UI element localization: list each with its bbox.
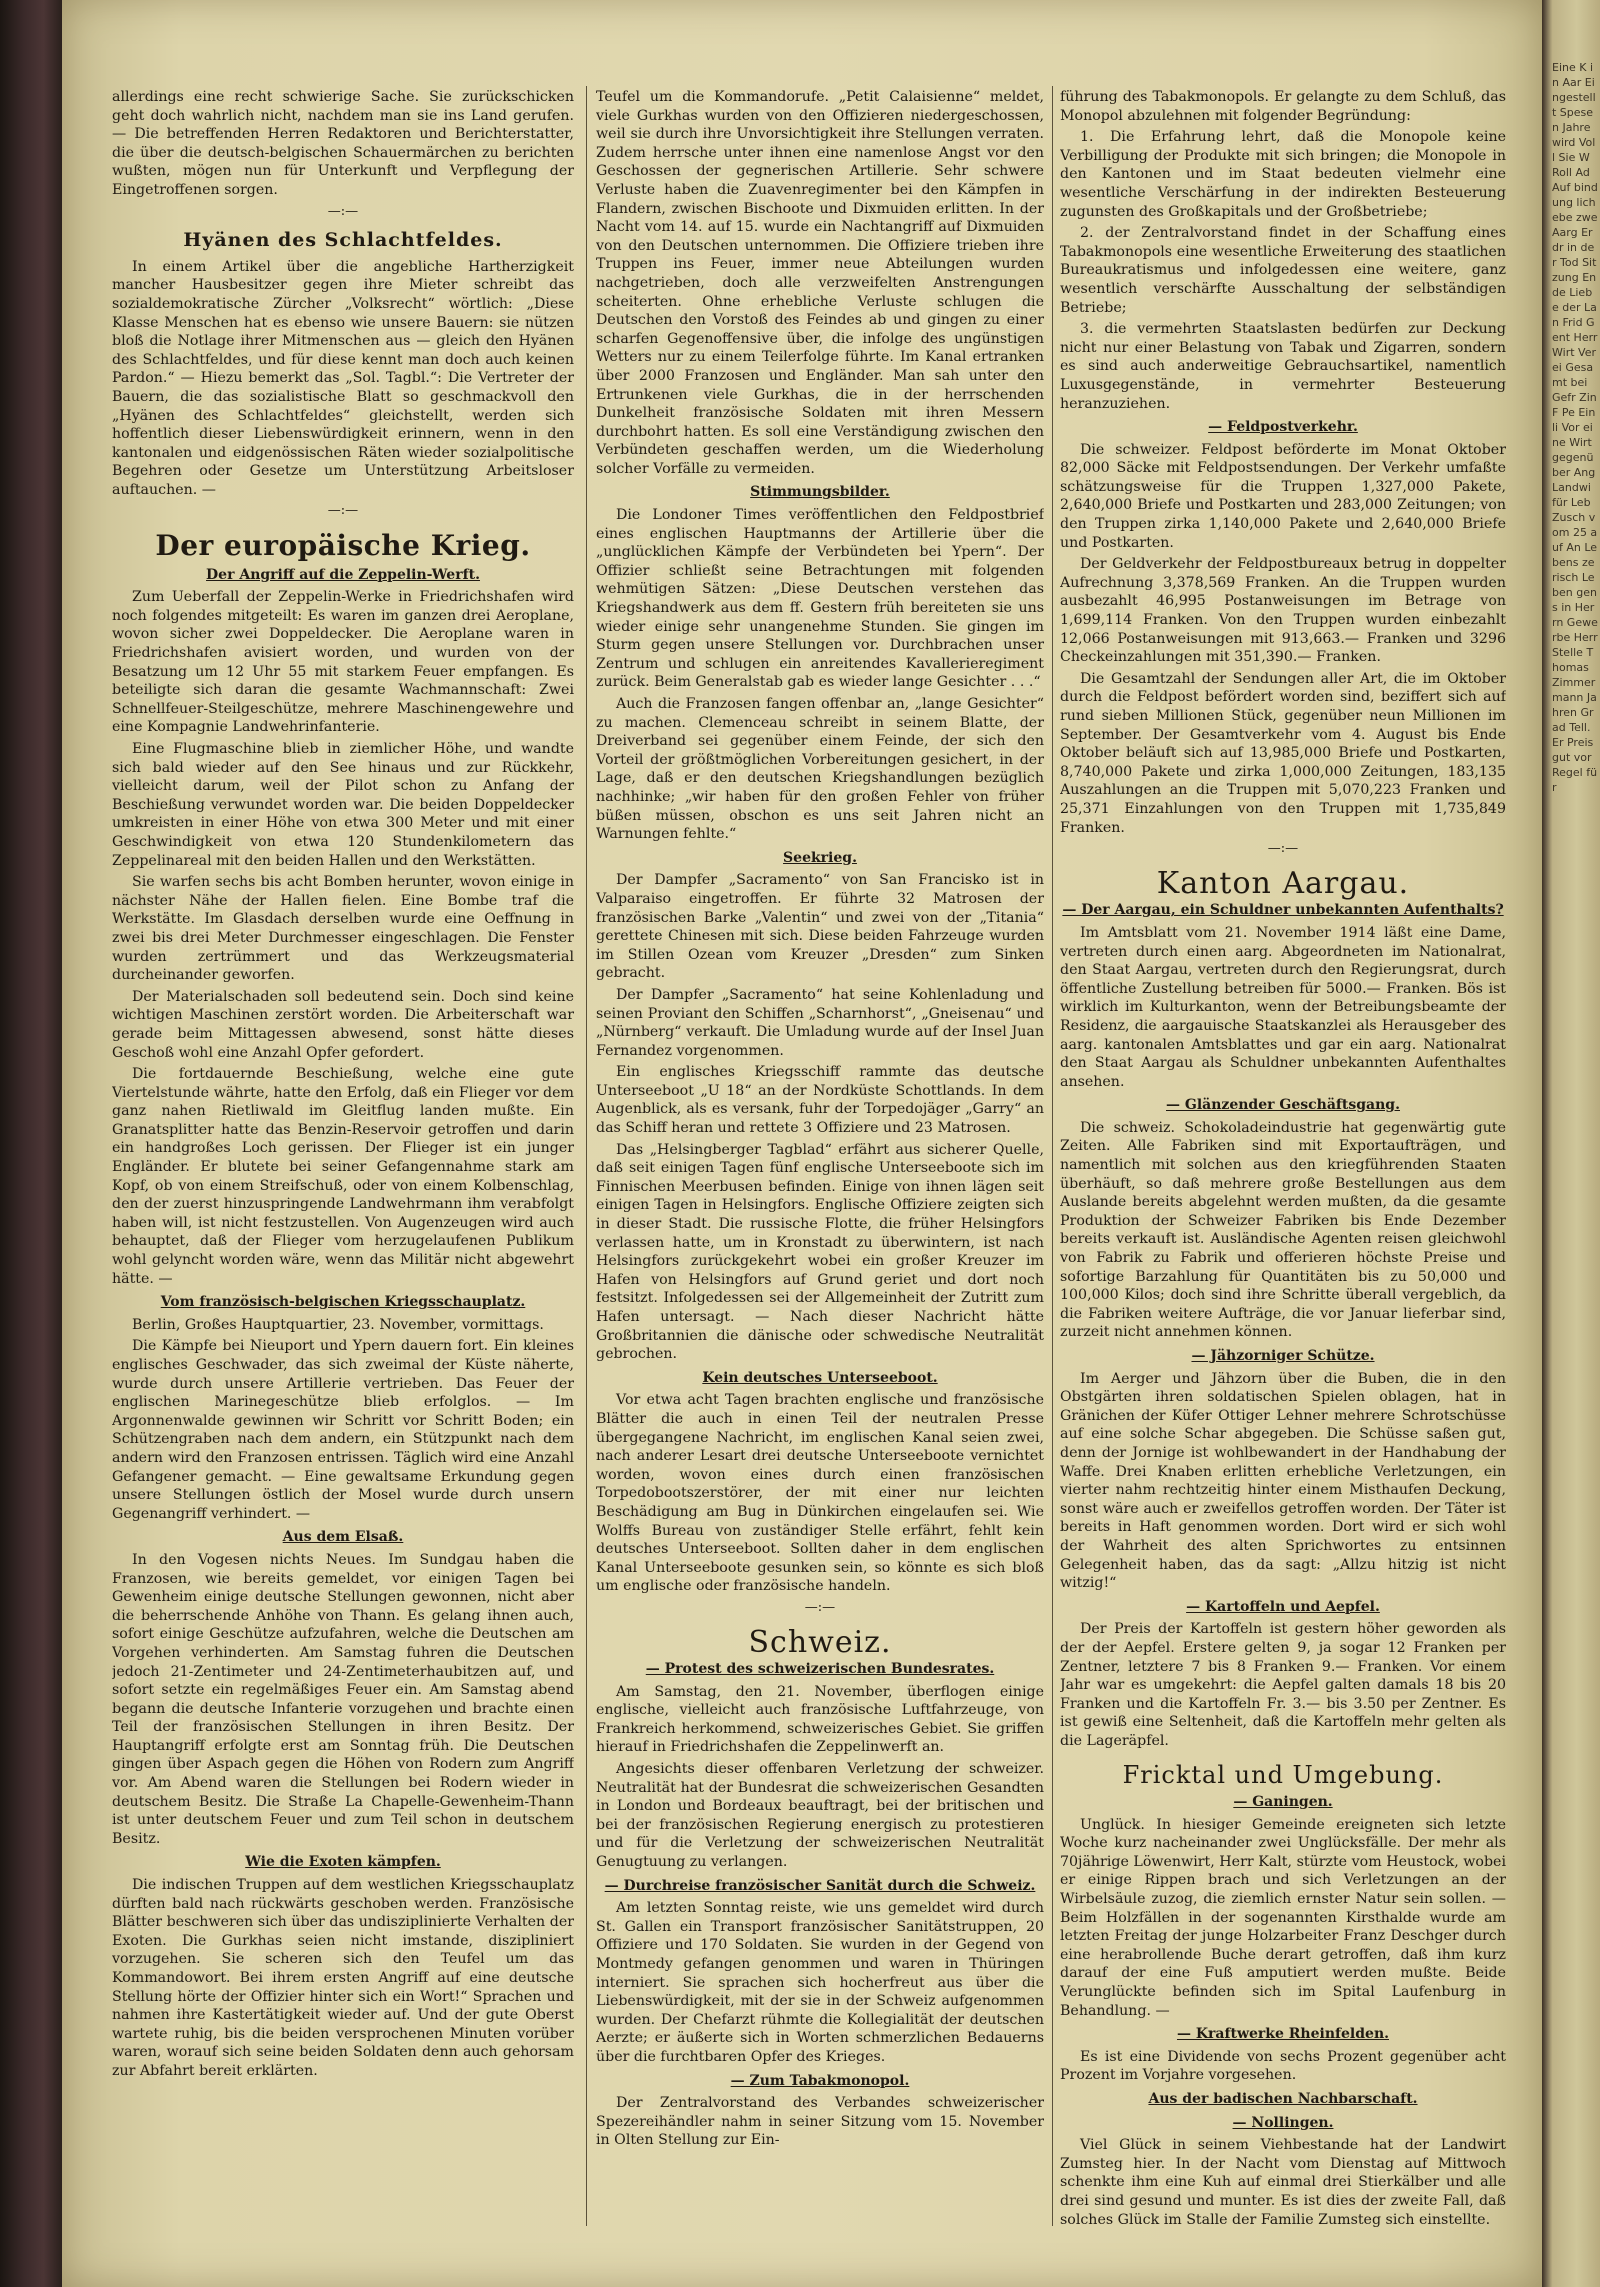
subheadline-elsass: Aus dem Elsaß. — [282, 1529, 404, 1546]
subheadline-baden: Aus der badischen Nachbarschaft. — [1148, 2090, 1418, 2107]
subheadline-kein-unterseeboot: Kein deutsches Unterseeboot. — [702, 1369, 938, 1386]
article-text: Das „Helsingberger Tagblad“ erfährt aus sicherer Quelle, daß seit einigen Tagen fünf englische Unterseeboote sich im Finnischen Meerbusen befinden. Einige von ihnen lägen seit einigen Tagen in Helsingfors. Englische Offiziere zeigten sich in dieser Stadt. Die russische Flotte, die früher Helsingfors verlassen hatte, um in Kronstadt zu überwintern, ist nach Helsingfors zurückgekehrt wobei ein großer Kreuzer im Hafen von Helsingfors auf Grund geriet und dort noch festsitzt. Infolgedessen sei der Allgemeinheit der Zutritt zum Hafen untersagt. — Nach dieser Nachricht hätte Großbritannien die dänische oder schwedische Neutralität gebrochen. — [596, 1141, 1044, 1363]
article-text: Die fortdauernde Beschießung, welche eine gute Viertelstunde währte, hatte den Erfolg, daß ein Flieger vor dem ganz nahen Rietliwald im Gleitflug landen mußte. Ein Granatsplitter hatte das Benzin-Reservoir getroffen und darin ein handgroßes Loch gerissen. Der Flieger ist ein junger Engländer. Er blutete bei seiner Gefangennahme stark am Kopf, ob von einem Streifschuß, oder von einem Kolbenschlag, den der zuerst hinzuspringende Landwehrmann ihm verabfolgt haben will, ist nicht festzustellen. Von Augenzeugen wird auch behauptet, daß der Flieger vom herzugelaufenen Publikum wohl gelyncht worden wäre, wenn das Militär nicht abgewehrt hätte. — — [112, 1066, 574, 1287]
article-text: Der Materialschaden soll bedeutend sein. Doch sind keine wichtigen Maschinen zerstört worden. Die Arbeiterschaft war gerade beim Mittagessen abwesend, sonst hätte dieses Geschoß wohl eine Anzahl Opfer gefordert. — [112, 988, 574, 1061]
section-separator: —:— — [327, 203, 359, 219]
book-binding-edge — [0, 0, 62, 2287]
article-text: In den Vogesen nichts Neues. Im Sundgau haben die Franzosen, wie bereits gemeldet, vor einigen Tagen bei Gewenheim einige deutsche Stellungen gewonnen, nicht aber die beherrschende Anhöhe von Thann. Es gelang ihnen auch, sofort einige Geschütze aufzufahren, welche die Deutschen am Vorgehen verhinderten. Am Samstag fuhren die Deutschen jedoch 21-Zentimeter und 24-Zentimeterhaubitzen auf, und sofort setzte ein regelmäßiges Feuer ein. Am Samstag abend begann die deutsche Infanterie vorzugehen und brachte einen Teil der französischen Stellungen in ihren Besitz. Der Hauptangriff erfolgte erst am Sonntag früh. Die Deutschen gingen über Aspach gegen die Höhen von Rodern zum Angriff vor. Am Abend waren die Stellungen bei Rodern wieder in deutschem Besitz. Die Straße La Chapelle-Gewenheim-Thann ist unter deutschem Feuer und zum Teil schon in deutschem Besitz. — [112, 1551, 574, 1847]
article-text: Eine Flugmaschine blieb in ziemlicher Höhe, und wandte sich bald wieder auf den See hinaus und zur Rückkehr, vielleicht darum, weil der Pilot schon zu Anfang der Beschießung verwundet worden war. Die beiden Doppeldecker umkreisten in einer Höhe von etwa 300 Meter und mit einer Geschwindigkeit von etwa 120 Stundenkilometern das Zeppelinareal mit den beiden Hallen und den Werkstätten. — [112, 741, 574, 869]
headline-fricktal: Fricktal und Umgebung. — [1122, 1761, 1444, 1790]
article-text: Im Aerger und Jähzorn über die Buben, die in den Obstgärten ihren soldatischen Spielen oblagen, hat in Gränichen der Küfer Ottiger Lehner mehrere Schrotschüsse auf eine solche Schar abgegeben. Die Schüsse saßen gut, denn der Jornige ist wohlbewandert in der Handhabung der Waffe. Drei Knaben erlitten erhebliche Verletzungen, ein vierter nahm rechtzeitig hinter einem Misthaufen Deckung, sonst wäre auch er zweifellos getroffen worden. Der Täter ist bereits in Haft genommen worden. Dort wird er sich wohl der Wahrheit des alten Sprichwortes zu entsinnen Gelegenheit haben, das da sagt: „Allzu hitzig ist nicht witzig!“ — [1060, 1370, 1506, 1592]
article-text: Die Londoner Times veröffentlichen den Feldpostbrief eines englischen Hauptmanns der Artillerie über die „unglücklichen Kämpfe der Verbündeten bei Ypern“. Der Offizier schließt seine Betrachtungen mit folgenden wehmütigen Sätzen: „Diese Deutschen verstehen das Kriegshandwerk aus dem ff. Gestern früh bereiteten sie uns wieder einige sehr unangenehme Stunden. Sie gingen im Sturm gegen unsere Stellungen vor. Durchbrachen unser Zentrum und schlugen ein anreitendes Kavallerieregiment zurück. Beim Generalstab gab es wieder lange Gesichter . . .“ — [596, 507, 1044, 691]
article-text: Viel Glück in seinem Viehbestande hat der Landwirt Zumsteg hier. In der Nacht vom Dienstag auf Mittwoch schenkte ihm eine Kuh auf einmal drei Stierkälber und alle drei sind gesund und munter. Es ist dies der zweite Fall, daß solches Glück im Stalle der Familie Zumsteg sich einstellte. — [1060, 2137, 1506, 2228]
section-separator: —:— — [804, 1599, 836, 1615]
article-text: Vor etwa acht Tagen brachten englische und französische Blätter die auch in einen Teil der neutralen Presse übergegangene Nachricht, im englischen Kanal seien zwei, nach anderer Lesart drei deutsche Unterseeboote vernichtet worden, wovon eines durch einen französischen Torpedobootszerstörer, der mit einer nur leichten Beschädigung am Bug in Dünkirchen eingelaufen sei. Wie Wolffs Bureau von zuständiger Stelle erfährt, fehlt kein deutsches Unterseeboot. Sollten daher in dem englischen Kanal Unterseeboote gesunken sein, so könnte es sich bloß um englische oder französische handeln. — [596, 1392, 1044, 1595]
headline-schweiz: Schweiz. — [748, 1624, 892, 1660]
article-text: Der Preis der Kartoffeln ist gestern höher geworden als der der Aepfel. Erstere gelten 9, ja sogar 12 Franken per Zentner, letztere 7 bis 8 Franken 9.— Franken. Vor einem Jahr war es umgekehrt: die Aepfel galten damals 18 bis 20 Franken und die Kartoffeln Fr. 3.— bis 3.50 per Zentner. Es ist gewiß eine Seltenheit, daß die Kartoffeln mehr gelten als die Lageräpfel. — [1060, 1621, 1506, 1749]
section-separator: —:— — [327, 503, 359, 519]
subheadline-nollingen: — Nollingen. — [1232, 2114, 1334, 2131]
section-separator: —:— — [1267, 841, 1299, 857]
article-text: Der Zentralvorstand des Verbandes schweizerischer Spezereihändler nahm in seiner Sitzung vom 15. November in Olten Stellung zur Ein- — [596, 2095, 1044, 2149]
subheadline-exoten: Wie die Exoten kämpfen. — [245, 1854, 441, 1871]
column-rule — [586, 86, 587, 2226]
subheadline-geschaeftsgang: — Glänzender Geschäftsgang. — [1166, 1097, 1400, 1114]
article-text: Angesichts dieser offenbaren Verletzung der schweizer. Neutralität hat der Bundesrat die schweizerischen Gesandten in London und Bordeaux beauftragt, bei der britischen und bei der französischen Regierung energisch zu protestieren und für die Verletzung der schweizerischen Neutralität Genugtuung zu verlangen. — [596, 1761, 1044, 1871]
article-text: Der Dampfer „Sacramento“ von San Francisko ist in Valparaiso eingetroffen. Er führte 32 Matrosen der französischen Barke „Valentin“ und zwei von der „Titania“ gerettete Chinesen mit sich. Diese beiden Fahrzeuge wurden im Stillen Ozean vom Kreuzer „Dresden“ zum Sinken gebracht. — [596, 872, 1044, 982]
article-text: In einem Artikel über die angebliche Hartherzigkeit mancher Hausbesitzer gegen ihre Mieter schreibt das sozialdemokratische Zürcher „Volksrecht“ wörtlich: „Diese Klasse Menschen hat es ebenso wie unsere Bauern: sie nützen bloß die Notlage ihrer Mitmenschen aus — gleich den Hyänen des Schlachtfeldes, und für diese kennt man doch auch keinen Pardon.“ — Hiezu bemerkt das „Sol. Tagbl.“: Die Vertreter der Bauern, die das sozialistische Blatt so geschmackvoll den „Hyänen des Schlachtfeldes“ gleichstellt, werden sich hoffentlich dieser Liebenswürdigkeit erinnern, wenn in den kantonalen und eidgenössischen Räten wieder sozialpolitische Begehren oder Gesetze um Unterstützung Arbeitsloser auftauchen. — — [112, 258, 574, 498]
subheadline-schuldner: — Der Aargau, ein Schuldner unbekannten Aufenthalts? — [1062, 902, 1504, 919]
headline-krieg: Der europäische Krieg. — [155, 529, 531, 563]
article-text: Der Geldverkehr der Feldpostbureaux betrug in doppelter Aufrechnung 3,378,569 Franken. An die Truppen wurden ausbezahlt 46,995 Postanweisungen im Betrage von 1,699,114 Franken. Von den Truppen wurden einbezahlt 12,066 Postanweisungen mit 913,663.— Franken und 3296 Checkeinzahlungen mit 351,390.— Franken. — [1060, 556, 1506, 666]
adjacent-page-text: Eine K in Aar Eingestellt Spesen Jahre wird Voll Sie W Roll Ad Auf bindung lich ebe zwe Aarg Erdr in der Tod Sitzung Ende Liebe der Lan Frid Gent Herr Wirt Verei Gesamt bei Gefr Zin F Pe Einli Vor eine Wirt gegenüber Ang Landwi für Leb Zusch vom 25 auf An Lebens zerisch Leben gens in Herrn Gewerbe Herr Stelle Thomas Zimmermann Jahren Grad Tell. Er Preis gut vor Regel für — [1552, 61, 1598, 794]
subheadline-stimmungsbilder: Stimmungsbilder. — [750, 484, 890, 501]
column-rule — [1052, 86, 1053, 2226]
subheadline-schuetze: — Jähzorniger Schütze. — [1191, 1348, 1375, 1364]
article-text: Teufel um die Kommandorufe. „Petit Calaisienne“ meldet, viele Gurkhas wurden von den Offizieren niedergeschossen, weil sie durch ihre Unvorsichtigkeit ihre Stellungen verraten. Zudem herrsche unter ihnen eine namenlose Angst vor den Geschossen der gegnerischen Artillerie. Sehr schwere Verluste haben die Zuavenregimenter bei den Kämpfen in Flandern, zwischen Bischoote und Dixmuiden erlitten. In der Nacht vom 14. auf 15. wurde ein Nachtangriff auf Dixmuiden von den Deutschen unternommen. Die Offiziere trieben ihre Truppen ins Feuer, immer neue Abteilungen wurden nachgetrieben, doch alle verzweifelten Anstrengungen scheiterten. Ohne erhebliche Verluste schlugen die Deutschen den Vorstoß des Feindes ab und gingen zu einer scharfen Gegenoffensive über, die infolge des ungünstigen Wetters nur zu einem Teilerfolge führte. Im Kanal ertranken über 2000 Franzosen und Engländer. Man sah unter den Ertrunkenen viele Gurkhas, die in der herrschenden Dunkelheit französische Soldaten mit ihren Messern durchbohrt hatten. Es soll eine Verständigung zwischen den Verbündeten geschaffen werden, um die Wiederholung solcher Vorfälle zu vermeiden. — [596, 89, 1044, 477]
article-text: Der Dampfer „Sacramento“ hat seine Kohlenladung und seinen Proviant den Schiffen „Scharnhorst“, „Gneisenau“ und „Nürnberg“ verkauft. Die Umladung wurde auf der Insel Juan Fernandez vorgenommen. — [596, 986, 1044, 1059]
article-text: Unglück. In hiesiger Gemeinde ereigneten sich letzte Woche kurz nacheinander zwei Unglücksfälle. Der mehr als 70jährige Löwenwirt, Herr Kalt, stürzte vom Heustock, wobei er einige Rippen brach und sich Verletzungen an der Wirbelsäule zuzog, die ziemlich ernster Natur sein sollen. — Beim Holzfällen in der sogenannten Kirsthalde wurde am letzten Freitag der junge Holzarbeiter Franz Deschger durch eine herabrollende Buche derart getroffen, daß ihm kurz darauf der eine Fuß amputiert werden mußte. Beide Verunglückte befinden sich im Spital Laufenburg in Behandlung. — — [1060, 1816, 1506, 2019]
article-text: Im Amtsblatt vom 21. November 1914 läßt eine Dame, vertreten durch einen aarg. Abgeordneten im Nationalrat, den Staat Aargau, vertreten durch den Regierungsrat, durch öffentliche Zustellung betreiben für 5000.— Franken. Bös ist wirklich im Kulturkanton, wenn der Betreibungsbeamte der Residenz, die aargauische Staatskanzlei als Herausgeber des aarg. kantonalen Amtsblattes und gar ein aarg. Nationalrat den Staat Aargau als Schuldner unbekannten Aufenthaltes ansehen. — [1060, 924, 1506, 1090]
subheadline-zeppelin: Der Angriff auf die Zeppelin-Werft. — [206, 566, 480, 583]
article-text: allerdings eine recht schwierige Sache. Sie zurückschicken geht doch wahrlich nicht, nachdem man sie ins Land gerufen. — Die betreffenden Herren Redaktoren und Berichterstatter, die über die deutsch-belgischen Schauermärchen zu berichten wußten, mögen nun für Unterkunft und Verpflegung der Eingetroffenen sorgen. — [112, 89, 574, 198]
article-text: Die schweizer. Feldpost beförderte im Monat Oktober 82,000 Säcke mit Feldpostsendungen. Der Verkehr umfaßte schätzungsweise für die Truppen 1,327,000 Pakete, 2,640,000 Briefe und Postkarten und 283,000 Zeitungen; von den Truppen zirka 1,140,000 Pakete und 2,640,000 Briefe und Postkarten. — [1060, 441, 1506, 551]
article-text: Die Gesamtzahl der Sendungen aller Art, die im Oktober durch die Feldpost befördert worden sind, beziffert sich auf rund sieben Millionen Stück, gegenüber neun Millionen im September. Der Gesamtverkehr vom 4. August bis Ende Oktober beläuft sich auf 13,985,000 Briefe und Postkarten, 8,740,000 Pakete und zirka 1,000,000 Zeitungen, 183,135 Auszahlungen an die Truppen mit 5,070,223 Franken und 25,371 Einzahlungen von den Truppen mit 1,735,849 Franken. — [1060, 670, 1506, 836]
headline-hyaenen: Hyänen des Schlachtfeldes. — [183, 229, 503, 252]
article-text: Die indischen Truppen auf dem westlichen Kriegsschauplatz dürften bald nach rückwärts geschoben werden. Französische Blätter beschweren sich über das undisziplinierte Verhalten der Exoten. Die Gurkhas seien nicht imstande, diszipliniert vorzugehen. Sie scheren sich den Teufel um das Kommandowort. Bei ihrem ersten Angriff auf eine deutsche Stellung hörte der Offizier hinter sich ein Wort!“ Sprachen und nahmen ihre Kastertätigkeit wieder auf. Und der gute Oberst wartete ruhig, bis die beiden versprochenen Minuten vorüber waren, worauf sich seine beiden Soldaten denn auch gehorsam zur Abfahrt bereit erklärten. — [112, 1877, 574, 2079]
article-text: führung des Tabakmonopols. Er gelangte zu dem Schluß, das Monopol abzulehnen mit folgender Begründung: — [1060, 89, 1506, 124]
subheadline-kriegsschauplatz: Vom französisch-belgischen Kriegsschauplatz. — [160, 1294, 526, 1311]
headline-aargau: Kanton Aargau. — [1156, 865, 1410, 901]
article-text: Die Kämpfe bei Nieuport und Ypern dauern fort. Ein kleines englisches Geschwader, das sich zweimal der Küste näherte, wurde durch unsere Artillerie vertrieben. Das Feuer der englischen Marinegeschütze blieb erfolglos. — Im Argonnenwalde gewinnen wir Schritt vor Schritt Boden; ein Schützengraben nach dem andern, ein Stützpunkt nach dem andern wird den Franzosen entrissen. Täglich wird eine Anzahl Gefangener gemacht. — Eine gewaltsame Erkundung gegen unsere Stellungen östlich der Mosel wurde durch unsern Gegenangriff verhindert. — — [112, 1338, 574, 1522]
subheadline-sanitaet: — Durchreise französischer Sanität durch die Schweiz. — [604, 1877, 1036, 1894]
column-1 — [112, 88, 574, 2238]
subheadline-kraftwerke: — Kraftwerke Rheinfelden. — [1176, 2026, 1389, 2043]
article-text: Es ist eine Dividende von sechs Prozent gegenüber acht Prozent im Vorjahre vorgesehen. — [1060, 2048, 1506, 2084]
subheadline-protest: — Protest des schweizerischen Bundesrates. — [645, 1661, 995, 1678]
column-2 — [596, 88, 1044, 2238]
article-text: Sie warfen sechs bis acht Bomben herunter, wovon einige in nächster Nähe der Hallen fielen. Eine Bombe traf die Werkstätte. Im Glasdach derselben wurde eine Oeffnung in zwei bis drei Meter Durchmesser eingeschlagen. Die Fenster wurden zertrümmert und das Werkzeugsmaterial durcheinander geworfen. — [112, 874, 574, 984]
article-text: 3. die vermehrten Staatslasten bedürfen zur Deckung nicht nur einer Belastung von Tabak und Zigarren, sondern es sind auch anderweitige Gebrauchsartikel, namentlich Luxusgegenstände, in vermehrter Besteuerung heranzuziehen. — [1060, 321, 1506, 412]
article-text: 2. der Zentralvorstand findet in der Schaffung eines Tabakmonopols eine wesentliche Erweiterung des staatlichen Bureaukratismus und infolgedessen eine weitere, ganz wesentlich verschärfte Ausschaltung der selbständigen Betriebe; — [1060, 225, 1506, 316]
article-text: Auch die Franzosen fangen offenbar an, „lange Gesichter“ zu machen. Clemenceau schreibt in seinem Blatte, der Dreiverband sei gegenüber einem Feinde, der sich den Vorteil der größtmöglichen Vorbereitungen gesichert, in der Lage, daß er den deutschen Kriegshandlungen bezüglich nachhinke; „wir haben für den großen Fehler von früher büßen müssen, obschon es uns seit Jahren nicht an Warnungen fehlte.“ — [596, 696, 1044, 843]
article-dateline: Berlin, Großes Hauptquartier, 23. November, vormittags. — [132, 1316, 544, 1333]
article-text: Am letzten Sonntag reiste, wie uns gemeldet wird durch St. Gallen ein Transport französischer Sanitätstruppen, 20 Offiziere und 170 Soldaten. Sie wurden in der Gegend von Montmedy gefangen genommen und waren in Thüringen interniert. Sie sprachen sich hocherfreut aus über die Liebenswürdigkeit, mit der sie in der Schweiz aufgenommen wurden. Der Chefarzt rühmte die Kollegialität der deutschen Aerzte; er äußerte sich in Worten schmerzlichen Bedauerns über die furchtbaren Opfer des Krieges. — [596, 1900, 1044, 2065]
adjacent-page-edge — [1542, 0, 1600, 2287]
subheadline-feldpost: — Feldpostverkehr. — [1208, 419, 1358, 436]
article-text: 1. Die Erfahrung lehrt, daß die Monopole keine Verbilligung der Produkte mit sich bringen; die Monopole in den Kantonen und im Staat bedeuten vielmehr eine wesentliche Verschärfung in der indirekten Besteuerung zugunsten des Großkapitals und der Großbetriebe; — [1060, 129, 1506, 220]
subheadline-ganingen: — Ganingen. — [1233, 1794, 1333, 1811]
subheadline-kartoffeln: — Kartoffeln und Aepfel. — [1186, 1598, 1380, 1615]
article-text: Am Samstag, den 21. November, überflogen einige englische, vielleicht auch französische Luftfahrzeuge, von Frankreich herkommend, schweizerisches Gebiet. Sie griffen hierauf in Friedrichshafen die Zeppelinwerft an. — [596, 1683, 1044, 1756]
column-3 — [1060, 88, 1506, 2238]
subheadline-seekrieg: Seekrieg. — [783, 849, 857, 866]
article-text: Zum Ueberfall der Zeppelin-Werke in Friedrichshafen wird noch folgendes mitgeteilt: Es waren im ganzen drei Aeroplane, wovon sicher zwei Doppeldecker. Die Aeroplane waren in Friedrichshafen avisiert worden, und wurden von der Besatzung um 12 Uhr 55 mit starkem Feuer empfangen. Es beteiligte sich daran die gesamte Wachmannschaft: Zwei Schnellfeuer-Steilgeschütze, mehrere Maschinengewehre und eine Kompagnie Landwehrinfanterie. — [112, 589, 574, 736]
article-text: Ein englisches Kriegsschiff rammte das deutsche Unterseeboot „U 18“ an der Nordküste Schottlands. In dem Augenblick, als es versank, fuhr der Torpedojäger „Garry“ an das Schiff heran und rettete 3 Offiziere und 23 Matrosen. — [596, 1064, 1044, 1137]
subheadline-tabakmonopol: — Zum Tabakmonopol. — [730, 2072, 910, 2089]
article-text: Die schweiz. Schokoladeindustrie hat gegenwärtig gute Zeiten. Alle Fabriken sind mit Exportaufträgen, und namentlich mit solchen aus den kriegführenden Staaten überhäuft, so daß mehrere große Bestellungen aus dem Auslande bereits abgelehnt werden mußten, da die gesamte Produktion der Schweizer Fabriken bis Ende Dezember bereits verkauft ist. Ausländische Agenten reisen gleichwohl von Fabrik zu Fabrik und offerieren höchste Preise und sofortige Barzahlung für Quantitäten bis zu 50,000 und 100,000 Kilos; doch sind ihre Schritte überall vergeblich, da die Fabriken weitere Aufträge, die vor Januar lieferbar sind, zurzeit nicht annehmen können. — [1060, 1119, 1506, 1341]
